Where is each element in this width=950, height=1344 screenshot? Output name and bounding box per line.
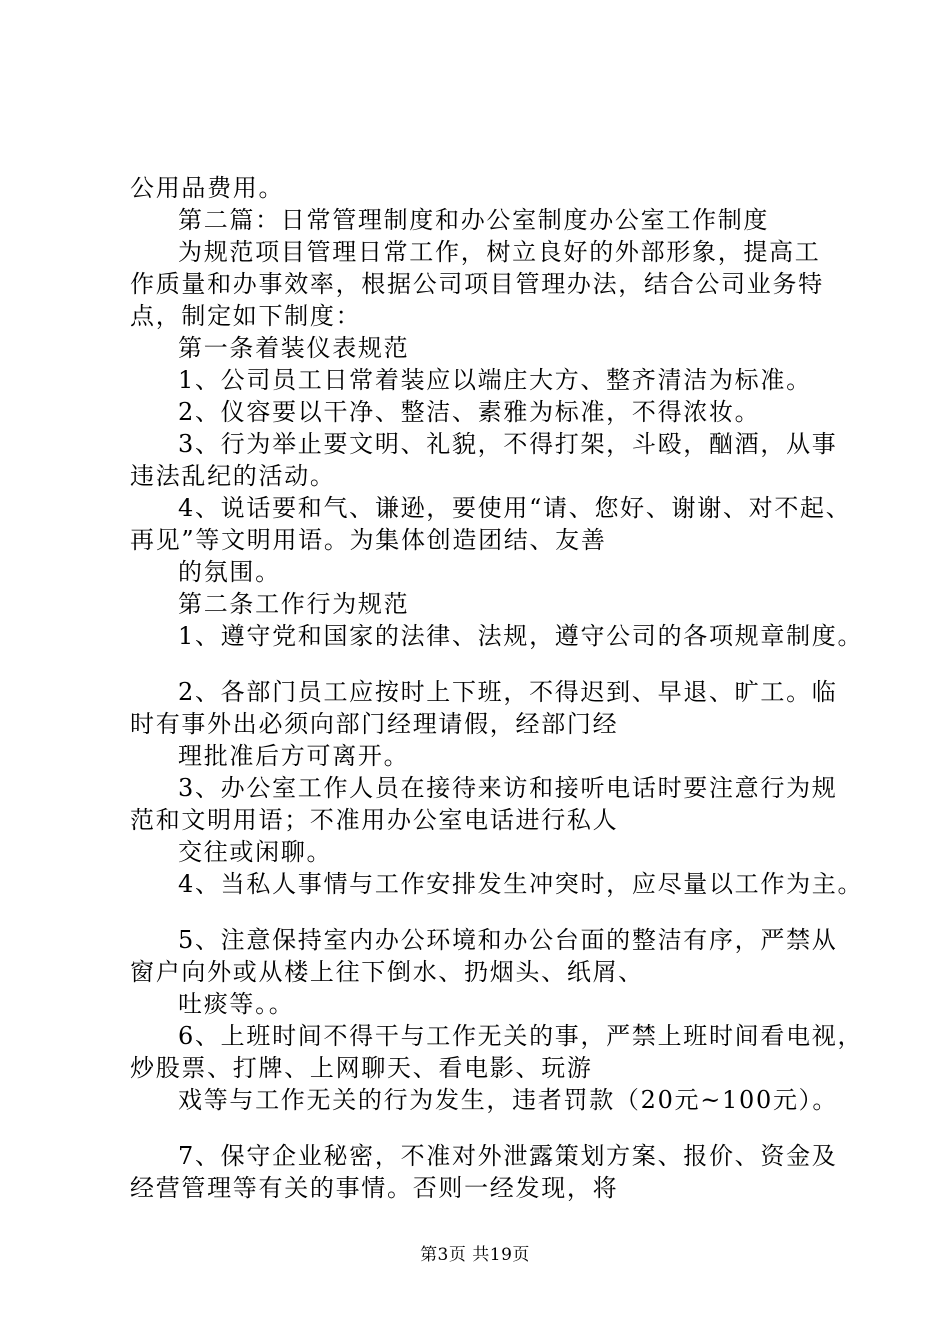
text-line: 作质量和办事效率，根据公司项目管理办法，结合公司业务特 bbox=[130, 270, 824, 298]
text-line: 6、上班时间不得干与工作无关的事，严禁上班时间看电视， bbox=[178, 1022, 864, 1050]
text-line: 时有事外出必须向部门经理请假，经部门经 bbox=[130, 710, 619, 738]
text-line: 为规范项目管理日常工作，树立良好的外部形象，提高工 bbox=[178, 238, 821, 266]
text-line: 1、遵守党和国家的法律、法规，遵守公司的各项规章制度。 bbox=[178, 622, 864, 650]
text-line: 交往或闲聊。 bbox=[178, 838, 333, 866]
text-line: 理批准后方可离开。 bbox=[178, 742, 410, 770]
text-line: 公用品费用。 bbox=[130, 174, 285, 202]
text-line: 窗户向外或从楼上往下倒水、扔烟头、纸屑、 bbox=[130, 958, 644, 986]
text-line: 3、办公室工作人员在接待来访和接听电话时要注意行为规 bbox=[178, 774, 838, 802]
text-line: 7、保守企业秘密，不准对外泄露策划方案、报价、资金及 bbox=[178, 1142, 838, 1170]
text-line: 4、当私人事情与工作安排发生冲突时，应尽量以工作为主。 bbox=[178, 870, 864, 898]
text-line: 再见”等文明用语。为集体创造团结、友善 bbox=[130, 526, 607, 554]
article-heading: 第二条工作行为规范 bbox=[178, 590, 410, 618]
text-line: 吐痰等。。 bbox=[178, 990, 295, 1018]
page-number: 第3页 共19页 bbox=[420, 1245, 530, 1265]
text-line: 2、仪容要以干净、整洁、素雅为标准，不得浓妆。 bbox=[178, 398, 761, 426]
text-line: 戏等与工作无关的行为发生，违者罚款（20元~100元）。 bbox=[178, 1086, 839, 1114]
text-line: 1、公司员工日常着装应以端庄大方、整齐清洁为标准。 bbox=[178, 366, 812, 394]
article-heading: 第一条着装仪表规范 bbox=[178, 334, 410, 362]
text-line: 炒股票、打牌、上网聊天、看电影、玩游 bbox=[130, 1054, 593, 1082]
text-line: 的氛围。 bbox=[178, 558, 281, 586]
text-line: 2、各部门员工应按时上下班，不得迟到、早退、旷工。临 bbox=[178, 678, 838, 706]
section-title: 第二篇：日常管理制度和办公室制度办公室工作制度 bbox=[178, 206, 770, 234]
text-line: 点，制定如下制度： bbox=[130, 302, 362, 330]
text-line: 违法乱纪的活动。 bbox=[130, 462, 336, 490]
text-line: 范和文明用语；不准用办公室电话进行私人 bbox=[130, 806, 619, 834]
text-line: 5、注意保持室内办公环境和办公台面的整洁有序，严禁从 bbox=[178, 926, 838, 954]
text-line: 3、行为举止要文明、礼貌，不得打架，斗殴，酗酒，从事 bbox=[178, 430, 838, 458]
text-line: 经营管理等有关的事情。否则一经发现，将 bbox=[130, 1174, 619, 1202]
text-line: 4、说话要和气、谦逊，要使用“请、您好、谢谢、对不起、 bbox=[178, 494, 852, 522]
